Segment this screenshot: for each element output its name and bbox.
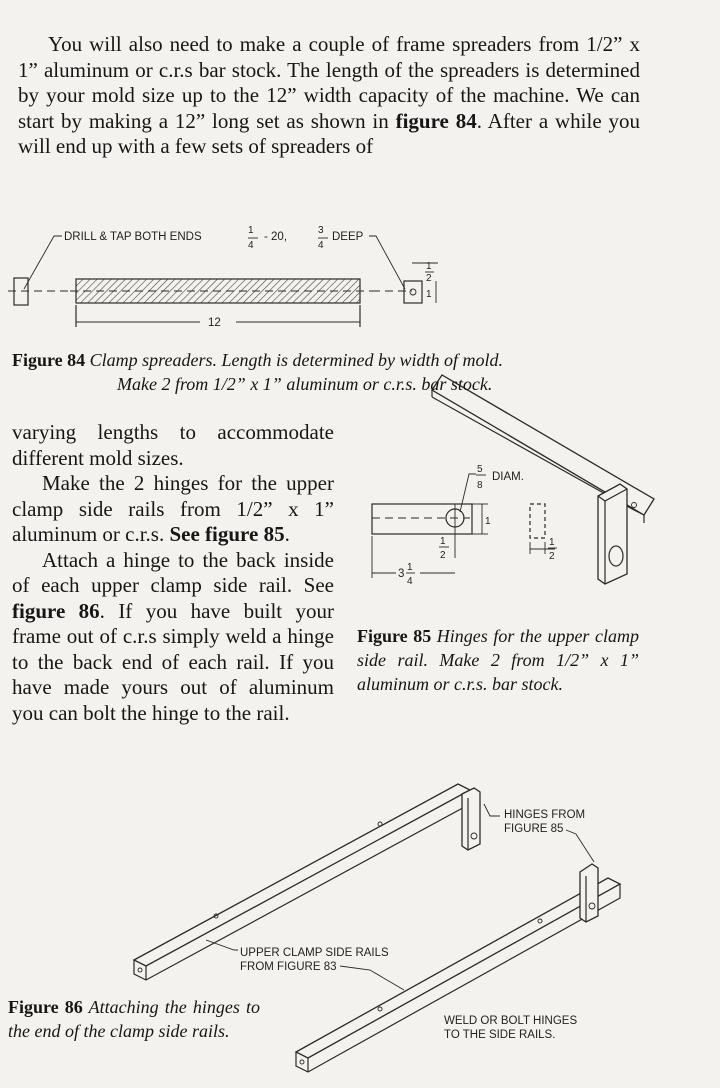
drill-note-text: DRILL & TAP BOTH ENDS xyxy=(64,231,202,243)
figure-85-drawing xyxy=(360,456,650,606)
figure-86-label: Figure 86 xyxy=(8,997,83,1017)
svg-text:2: 2 xyxy=(426,273,432,284)
svg-text:1: 1 xyxy=(440,536,446,547)
weld-note-line-1: WELD OR BOLT HINGES xyxy=(444,1015,578,1027)
hinge-side-view xyxy=(372,504,472,534)
rails-note-line-1: UPPER CLAMP SIDE RAILS xyxy=(240,947,389,959)
figure-84-drawing xyxy=(0,185,720,345)
svg-text:3: 3 xyxy=(318,225,324,236)
svg-text:1: 1 xyxy=(426,261,432,272)
figure-84-caption: Figure 84 Clamp spreaders. Length is determined by width of mold. Make 2 from 1/2” x 1” aluminum or c.r.s. bar stock. xyxy=(12,350,503,394)
svg-text:2: 2 xyxy=(549,551,555,562)
upper-hinge xyxy=(462,788,480,850)
svg-text:DEEP: DEEP xyxy=(332,231,364,243)
lower-hinge xyxy=(580,864,598,922)
svg-text:1: 1 xyxy=(426,289,432,300)
figure-86-reference: figure 86 xyxy=(12,598,100,623)
svg-text:- 20,: - 20, xyxy=(264,231,288,243)
svg-text:5: 5 xyxy=(477,464,483,475)
hole-diameter-label: DIAM. xyxy=(492,471,524,483)
figure-86-caption: Figure 86 Attaching the hinges to the end of the clamp side rails. xyxy=(8,997,260,1041)
weld-note-line-2: TO THE SIDE RAILS. xyxy=(444,1029,556,1041)
figure-85-caption: Figure 85 Hinges for the upper clamp side rail. Make 2 from 1/2” x 1” aluminum or c.r.s. bar stock. xyxy=(357,626,639,694)
svg-text:4: 4 xyxy=(318,240,324,251)
rails-note-line-2: FROM FIGURE 83 xyxy=(240,961,337,973)
upper-side-rail xyxy=(134,784,470,966)
figure-85-label: Figure 85 xyxy=(357,626,432,646)
svg-text:2: 2 xyxy=(440,550,446,561)
svg-text:4: 4 xyxy=(407,576,413,587)
figure-84-label: Figure 84 xyxy=(12,350,86,370)
hinge-end-view xyxy=(530,504,545,538)
svg-text:1: 1 xyxy=(549,537,555,548)
figure-85-reference: See figure 85 xyxy=(169,522,285,546)
intro-paragraph: You will also need to make a couple of frame spreaders from 1/2” x 1” aluminum or c.r.s bar stock. The length of the spreaders is determined by your mold size up to the 12” width capacity of the machine. We can start by making a 12” long set as shown in figure 84. After a while you will end up with a few sets of spreaders of xyxy=(18,32,640,158)
svg-text:3: 3 xyxy=(398,568,405,580)
hinge-note-line-2: FIGURE 85 xyxy=(504,823,564,835)
svg-text:1: 1 xyxy=(248,225,254,236)
hinge-paragraph: varying lengths to accommodate different mold sizes. Make the 2 hinges for the upper clamp side rails from 1/2” x 1” aluminum or c.r.s. See figure 85. Attach a hinge to the back inside of each upper clamp side rail. See figure 86. If you have built your frame out of c.r.s simply weld a hinge to the back end of each rail. If you have made yours out of aluminum you can bolt the hinge to the rail. xyxy=(12,420,334,725)
hinge-note-line-1: HINGES FROM xyxy=(504,809,586,821)
svg-text:1: 1 xyxy=(485,516,491,527)
spreader-length-dim: 12 xyxy=(208,317,221,329)
figure-84-reference: figure 84 xyxy=(395,108,477,133)
svg-text:8: 8 xyxy=(477,480,483,491)
svg-text:1: 1 xyxy=(407,562,413,573)
svg-text:4: 4 xyxy=(248,240,254,251)
